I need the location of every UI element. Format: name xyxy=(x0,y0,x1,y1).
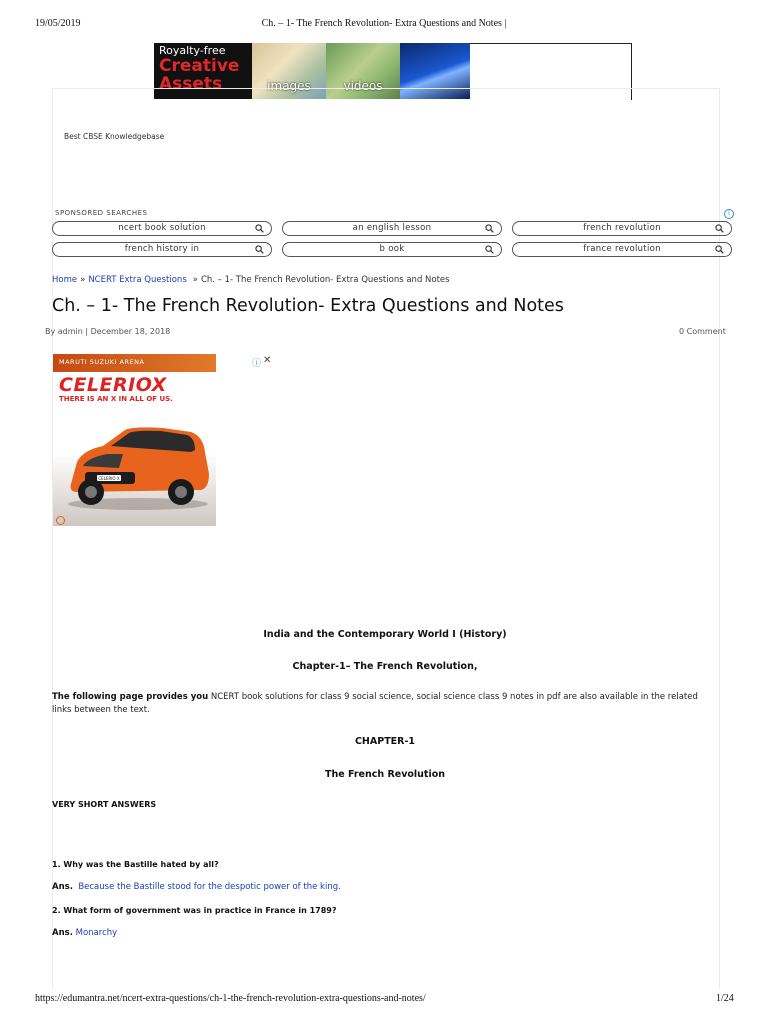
car-plate-text: CELERIO X xyxy=(98,476,120,481)
answer-1-text: Because the Bastille stood for the despotic power of the king. xyxy=(78,882,341,892)
search-pill-label: french revolution xyxy=(583,223,661,233)
adchoice-icon[interactable]: i xyxy=(724,209,734,219)
search-pill-an-english-lesson[interactable] xyxy=(282,221,502,236)
search-icon xyxy=(485,245,494,254)
search-pill-french-revolution[interactable] xyxy=(512,221,732,236)
search-icon xyxy=(255,224,264,233)
search-icon xyxy=(715,224,724,233)
print-date: 19/05/2019 xyxy=(35,18,81,29)
question-2: 2. What form of government was in practice in France in 1789? xyxy=(52,906,337,915)
ad-creative-text: Creative xyxy=(159,56,240,76)
intro-paragraph xyxy=(52,691,718,717)
intro-bold: The following page provides you xyxy=(52,692,209,702)
ad-royalty-text: Royalty-free xyxy=(159,44,226,57)
ad-corner-icon xyxy=(56,516,65,525)
chapter-title: The French Revolution xyxy=(324,769,446,780)
breadcrumb-current: Ch. – 1- The French Revolution- Extra Questions and Notes xyxy=(200,275,450,285)
sponsored-label: SPONSORED SEARCHES xyxy=(55,209,148,217)
ad-assets-text: Assets xyxy=(159,74,223,94)
site-tagline: Best CBSE Knowledgebase xyxy=(64,132,165,141)
search-pill-label: an english lesson xyxy=(352,223,432,233)
comment-count-link[interactable]: 0 Comment xyxy=(679,327,726,336)
answer-2 xyxy=(52,928,117,938)
search-pill-book[interactable] xyxy=(282,242,502,257)
search-icon xyxy=(485,224,494,233)
subject-heading: India and the Contemporary World I (History) xyxy=(263,629,507,640)
breadcrumb xyxy=(52,275,450,285)
intro-rest: NCERT book solutions for class 9 social science, social science class 9 notes in pdf are also available in the related links between the text. xyxy=(52,692,698,715)
print-title: Ch. – 1- The French Revolution- Extra Questions and Notes | xyxy=(261,18,507,29)
search-pill-label: france revolution xyxy=(583,244,661,254)
answer-label: Ans. xyxy=(52,928,73,938)
ad-close-icon[interactable]: ✕ xyxy=(263,355,271,366)
chapter-label: CHAPTER-1 xyxy=(354,736,416,747)
breadcrumb-home-link[interactable]: Home xyxy=(52,275,78,285)
car-ad-brand: MARUTI SUZUKI ARENA xyxy=(59,358,145,366)
car-ad-model: CELERIOX xyxy=(59,374,167,396)
answer-1 xyxy=(52,882,341,892)
chapter-heading: Chapter-1– The French Revolution, xyxy=(292,661,478,672)
question-1: 1. Why was the Bastille hated by all? xyxy=(52,860,219,869)
search-pill-france-revolution[interactable] xyxy=(512,242,732,257)
car-ad-slogan: THERE IS AN X IN ALL OF US. xyxy=(59,395,173,403)
print-page-number: 1/24 xyxy=(716,993,734,1004)
car-ad-creative xyxy=(53,354,216,526)
search-pill-french-history-in[interactable] xyxy=(52,242,272,257)
search-icon xyxy=(715,245,724,254)
breadcrumb-separator: » xyxy=(192,275,198,285)
breadcrumb-separator: » xyxy=(80,275,86,285)
ad-info-icon[interactable]: ⓘ xyxy=(252,359,262,369)
search-pill-label: b ook xyxy=(379,244,405,254)
page-title: Ch. – 1- The French Revolution- Extra Questions and Notes xyxy=(52,296,564,316)
answer-2-text: Monarchy xyxy=(75,928,118,938)
breadcrumb-category-link[interactable]: NCERT Extra Questions xyxy=(88,275,187,285)
search-pill-label: french history in xyxy=(124,244,200,254)
search-pill-ncert-book-solution[interactable] xyxy=(52,221,272,236)
search-pill-label: ncert book solution xyxy=(118,223,206,233)
search-icon xyxy=(255,245,264,254)
answer-label: Ans. xyxy=(52,882,73,892)
ad-images-label: images xyxy=(267,79,311,93)
car-illustration xyxy=(63,422,213,512)
ad-videos-label: videos xyxy=(343,79,383,93)
post-meta: By admin | December 18, 2018 xyxy=(45,327,171,336)
print-footer-url: https://edumantra.net/ncert-extra-questions/ch-1-the-french-revolution-extra-questions-and-notes/ xyxy=(35,993,426,1004)
section-heading: VERY SHORT ANSWERS xyxy=(52,800,157,809)
car-advertisement[interactable] xyxy=(53,354,271,526)
